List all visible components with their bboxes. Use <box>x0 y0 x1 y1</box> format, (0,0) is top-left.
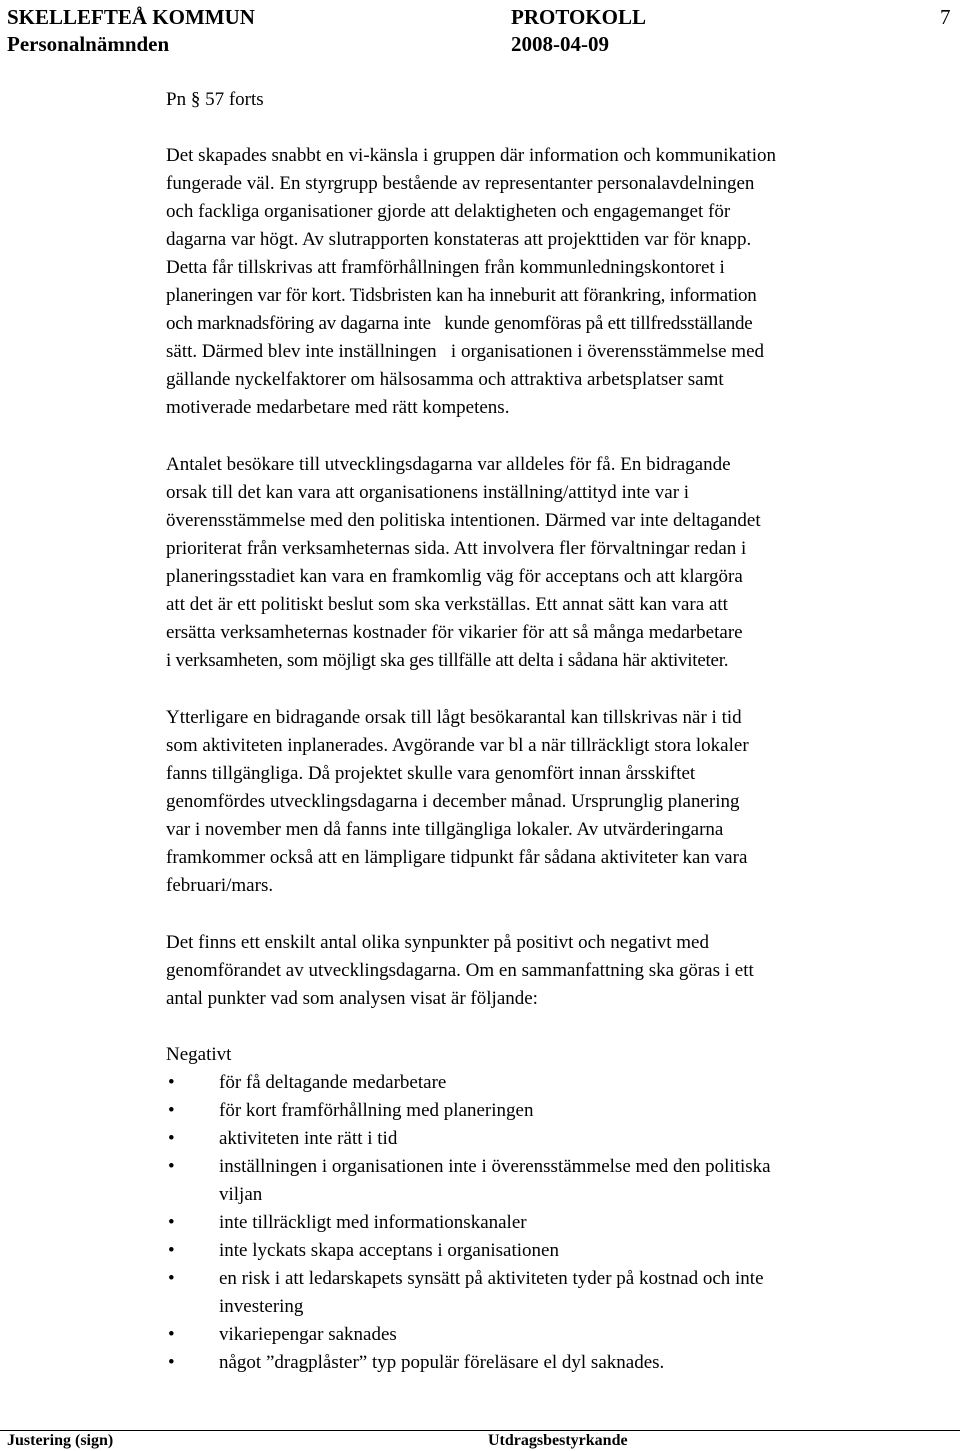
committee-name: Personalnämnden <box>7 32 170 56</box>
list-item-text: aktiviteten inte rätt i tid <box>219 1128 398 1149</box>
paragraph-line: planeringsstadiet kan vara en framkomlig väg för acceptans och att klargöra <box>166 566 743 587</box>
document-type: PROTOKOLL <box>511 5 646 29</box>
list-item-text: viljan <box>219 1184 263 1205</box>
paragraph-line: sätt. Därmed blev inte inställningen i organisationen i överensstämmelse med <box>166 341 765 362</box>
list-heading: Negativt <box>166 1044 232 1065</box>
paragraph-line: i verksamheten, som möjligt ska ges tillfälle att delta i sådana här aktiviteter. <box>166 650 729 671</box>
paragraph-line: och marknadsföring av dagarna inte kunde genomföras på ett tillfredsställande <box>166 313 753 334</box>
paragraph-line: ersätta verksamheternas kostnader för vikarier för att så många medarbetare <box>166 622 743 643</box>
paragraph-line: fungerade väl. En styrgrupp bestående av representanter personalavdelningen <box>166 173 755 194</box>
paragraph-line: planeringen var för kort. Tidsbristen kan ha inneburit att förankring, information <box>166 285 757 306</box>
paragraph-line: gällande nyckelfaktorer om hälsosamma och attraktiva arbetsplatser samt <box>166 369 724 390</box>
list-item-text: vikariepengar saknades <box>219 1324 397 1345</box>
paragraph-line: genomfördes utvecklingsdagarna i december månad. Ursprunglig planering <box>166 791 740 812</box>
org-name: SKELLEFTEÅ KOMMUN <box>7 5 255 29</box>
list-item-text: investering <box>219 1296 304 1317</box>
paragraph-line: dagarna var högt. Av slutrapporten konstateras att projekttiden var för knapp. <box>166 229 752 250</box>
bullet-icon: • <box>168 1240 175 1261</box>
list-item-text: för kort framförhållning med planeringen <box>219 1100 534 1121</box>
paragraph-line: motiverade medarbetare med rätt kompetens. <box>166 397 510 418</box>
footer-utdragsbestyrkande: Utdragsbestyrkande <box>488 1432 628 1449</box>
list-item-text: inställningen i organisationen inte i överensstämmelse med den politiska <box>219 1156 771 1177</box>
paragraph-line: Det skapades snabbt en vi-känsla i gruppen där information och kommunikation <box>166 145 776 166</box>
list-item-text: för få deltagande medarbetare <box>219 1072 447 1093</box>
bullet-icon: • <box>168 1072 175 1093</box>
list-item-text: inte tillräckligt med informationskanaler <box>219 1212 527 1233</box>
paragraph-line: var i november men då fanns inte tillgängliga lokaler. Av utvärderingarna <box>166 819 724 840</box>
section-title: Pn § 57 forts <box>166 89 264 110</box>
paragraph-line: Det finns ett enskilt antal olika synpunkter på positivt och negativt med <box>166 932 709 953</box>
list-item-text: något ”dragplåster” typ populär föreläsare el dyl saknades. <box>219 1352 665 1373</box>
paragraph-line: Detta får tillskrivas att framförhållningen från kommunledningskontoret i <box>166 257 725 278</box>
list-item-text: en risk i att ledarskapets synsätt på aktiviteten tyder på kostnad och inte <box>219 1268 764 1289</box>
paragraph-line: Antalet besökare till utvecklingsdagarna var alldeles för få. En bidragande <box>166 454 731 475</box>
footer-divider <box>0 1430 960 1431</box>
paragraph-line: att det är ett politiskt beslut som ska verkställas. Ett annat sätt kan vara att <box>166 594 728 615</box>
paragraph-line: prioriterat från verksamheternas sida. Att involvera fler förvaltningar redan i <box>166 538 747 559</box>
document-date: 2008-04-09 <box>511 32 609 56</box>
bullet-icon: • <box>168 1212 175 1233</box>
paragraph-line: antal punkter vad som analysen visat är följande: <box>166 988 538 1009</box>
page-number: 7 <box>940 5 951 29</box>
bullet-icon: • <box>168 1324 175 1345</box>
paragraph-line: februari/mars. <box>166 875 274 896</box>
paragraph-line: fanns tillgängliga. Då projektet skulle vara genomfört innan årsskiftet <box>166 763 696 784</box>
bullet-icon: • <box>168 1352 175 1373</box>
paragraph-line: Ytterligare en bidragande orsak till lågt besökarantal kan tillskrivas när i tid <box>166 707 742 728</box>
bullet-icon: • <box>168 1128 175 1149</box>
bullet-icon: • <box>168 1100 175 1121</box>
paragraph-line: och fackliga organisationer gjorde att delaktigheten och engagemanget för <box>166 201 731 222</box>
paragraph-line: som aktiviteten inplanerades. Avgörande var bl a när tillräckligt stora lokaler <box>166 735 749 756</box>
bullet-icon: • <box>168 1156 175 1177</box>
list-item-text: inte lyckats skapa acceptans i organisationen <box>219 1240 559 1261</box>
paragraph-line: framkommer också att en lämpligare tidpunkt får sådana aktiviteter kan vara <box>166 847 748 868</box>
bullet-icon: • <box>168 1268 175 1289</box>
paragraph-line: orsak till det kan vara att organisationens inställning/attityd inte var i <box>166 482 690 503</box>
footer-justering: Justering (sign) <box>7 1432 114 1449</box>
paragraph-line: överensstämmelse med den politiska intentionen. Därmed var inte deltagandet <box>166 510 761 531</box>
paragraph-line: genomförandet av utvecklingsdagarna. Om en sammanfattning ska göras i ett <box>166 960 754 981</box>
